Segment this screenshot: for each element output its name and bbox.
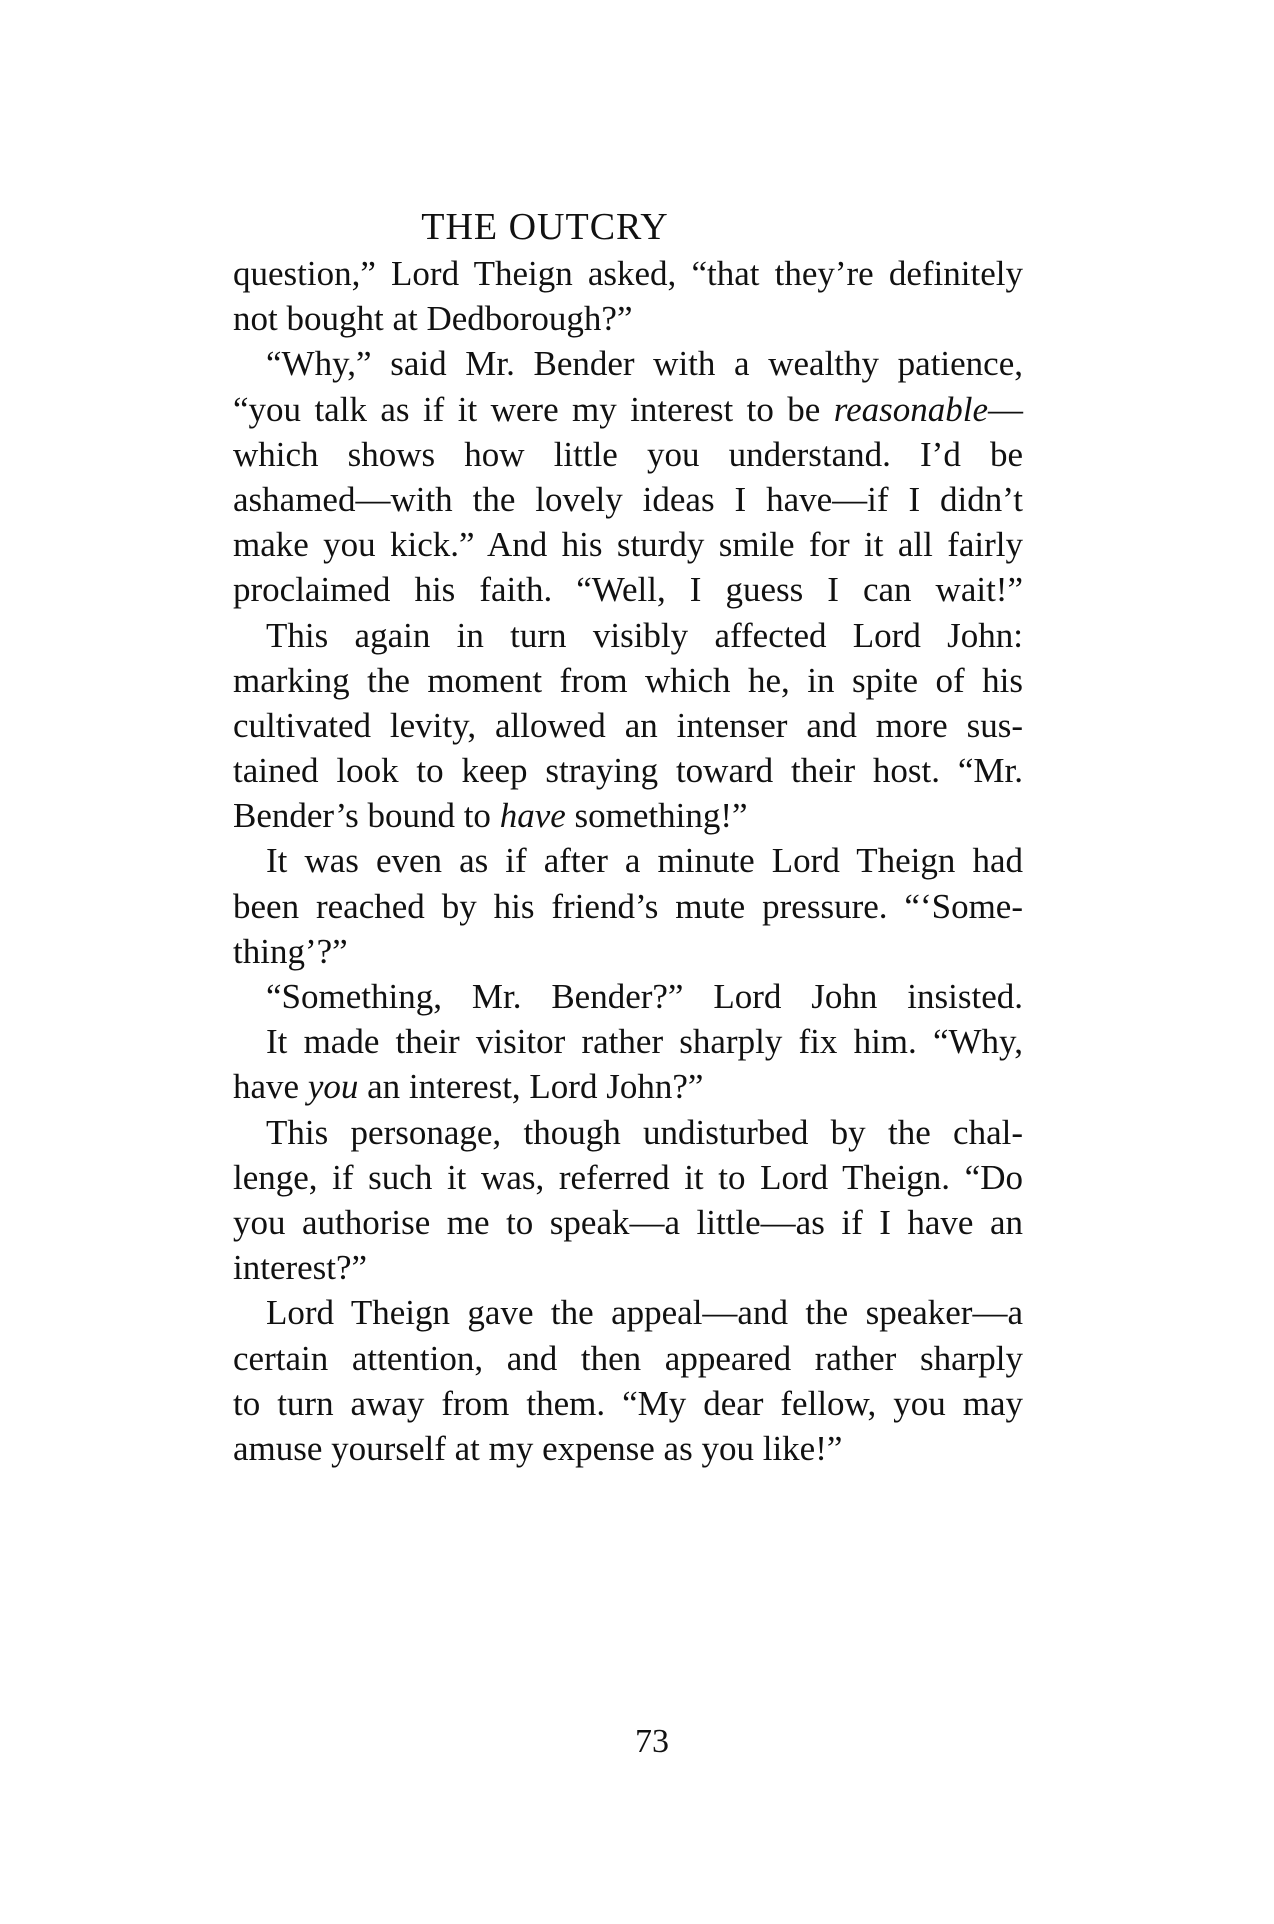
page-number-footer: [0, 1720, 1274, 1764]
text-line: Lord Theign gave the appeal—and the speaker—a: [266, 1293, 1023, 1333]
text-line: thing’?”: [233, 931, 348, 971]
text-line: “Something, Mr. Bender?” Lord John insisted.: [266, 977, 1023, 1016]
text-line: proclaimed his faith. “Well, I guess I can wait!”: [233, 570, 1023, 610]
text-line: “Why,” said Mr. Bender with a wealthy patience,: [266, 344, 1023, 384]
text-line: certain attention, and then appeared rather sharply: [233, 1338, 1023, 1378]
text-line: which shows how little you understand. I’d be: [233, 434, 1023, 474]
text-line: ashamed—with the lovely ideas I have—if I didn’t: [233, 479, 1023, 519]
text-line: cultivated levity, allowed an intenser and more sus-: [233, 705, 1023, 745]
text-line: tained look to keep straying toward their host. “Mr.: [233, 751, 1023, 791]
text-line: been reached by his friend’s mute pressure. “‘Some-: [233, 886, 1023, 926]
text-line: interest?”: [233, 1248, 368, 1288]
body-text: [233, 251, 1023, 1471]
text-line: make you kick.” And his sturdy smile for it all fairly: [233, 525, 1023, 565]
page-number: 73: [635, 1723, 669, 1760]
text-line: It was even as if after a minute Lord Theign had: [266, 841, 1023, 881]
text-line: amuse yourself at my expense as you like!”: [233, 1428, 843, 1468]
text-line: to turn away from them. “My dear fellow, you may: [233, 1383, 1023, 1423]
text-line: Bender’s bound to have something!”: [233, 796, 748, 836]
text-line: question,” Lord Theign asked, “that they’re definitely: [233, 254, 1023, 293]
text-line: not bought at Dedborough?”: [233, 299, 633, 339]
running-head: THE OUTCRY: [421, 206, 669, 248]
text-line: It made their visitor rather sharply fix him. “Why,: [266, 1022, 1023, 1062]
text-line: have you an interest, Lord John?”: [233, 1067, 704, 1107]
text-line: This again in turn visibly affected Lord John:: [266, 615, 1023, 655]
text-line: This personage, though undisturbed by the chal-: [266, 1112, 1023, 1152]
text-line: lenge, if such it was, referred it to Lord Theign. “Do: [233, 1157, 1023, 1197]
text-line: you authorise me to speak—a little—as if I have an: [233, 1202, 1023, 1242]
text-line: marking the moment from which he, in spite of his: [233, 660, 1023, 700]
text-line: “you talk as if it were my interest to be reasonable—: [233, 389, 1023, 429]
